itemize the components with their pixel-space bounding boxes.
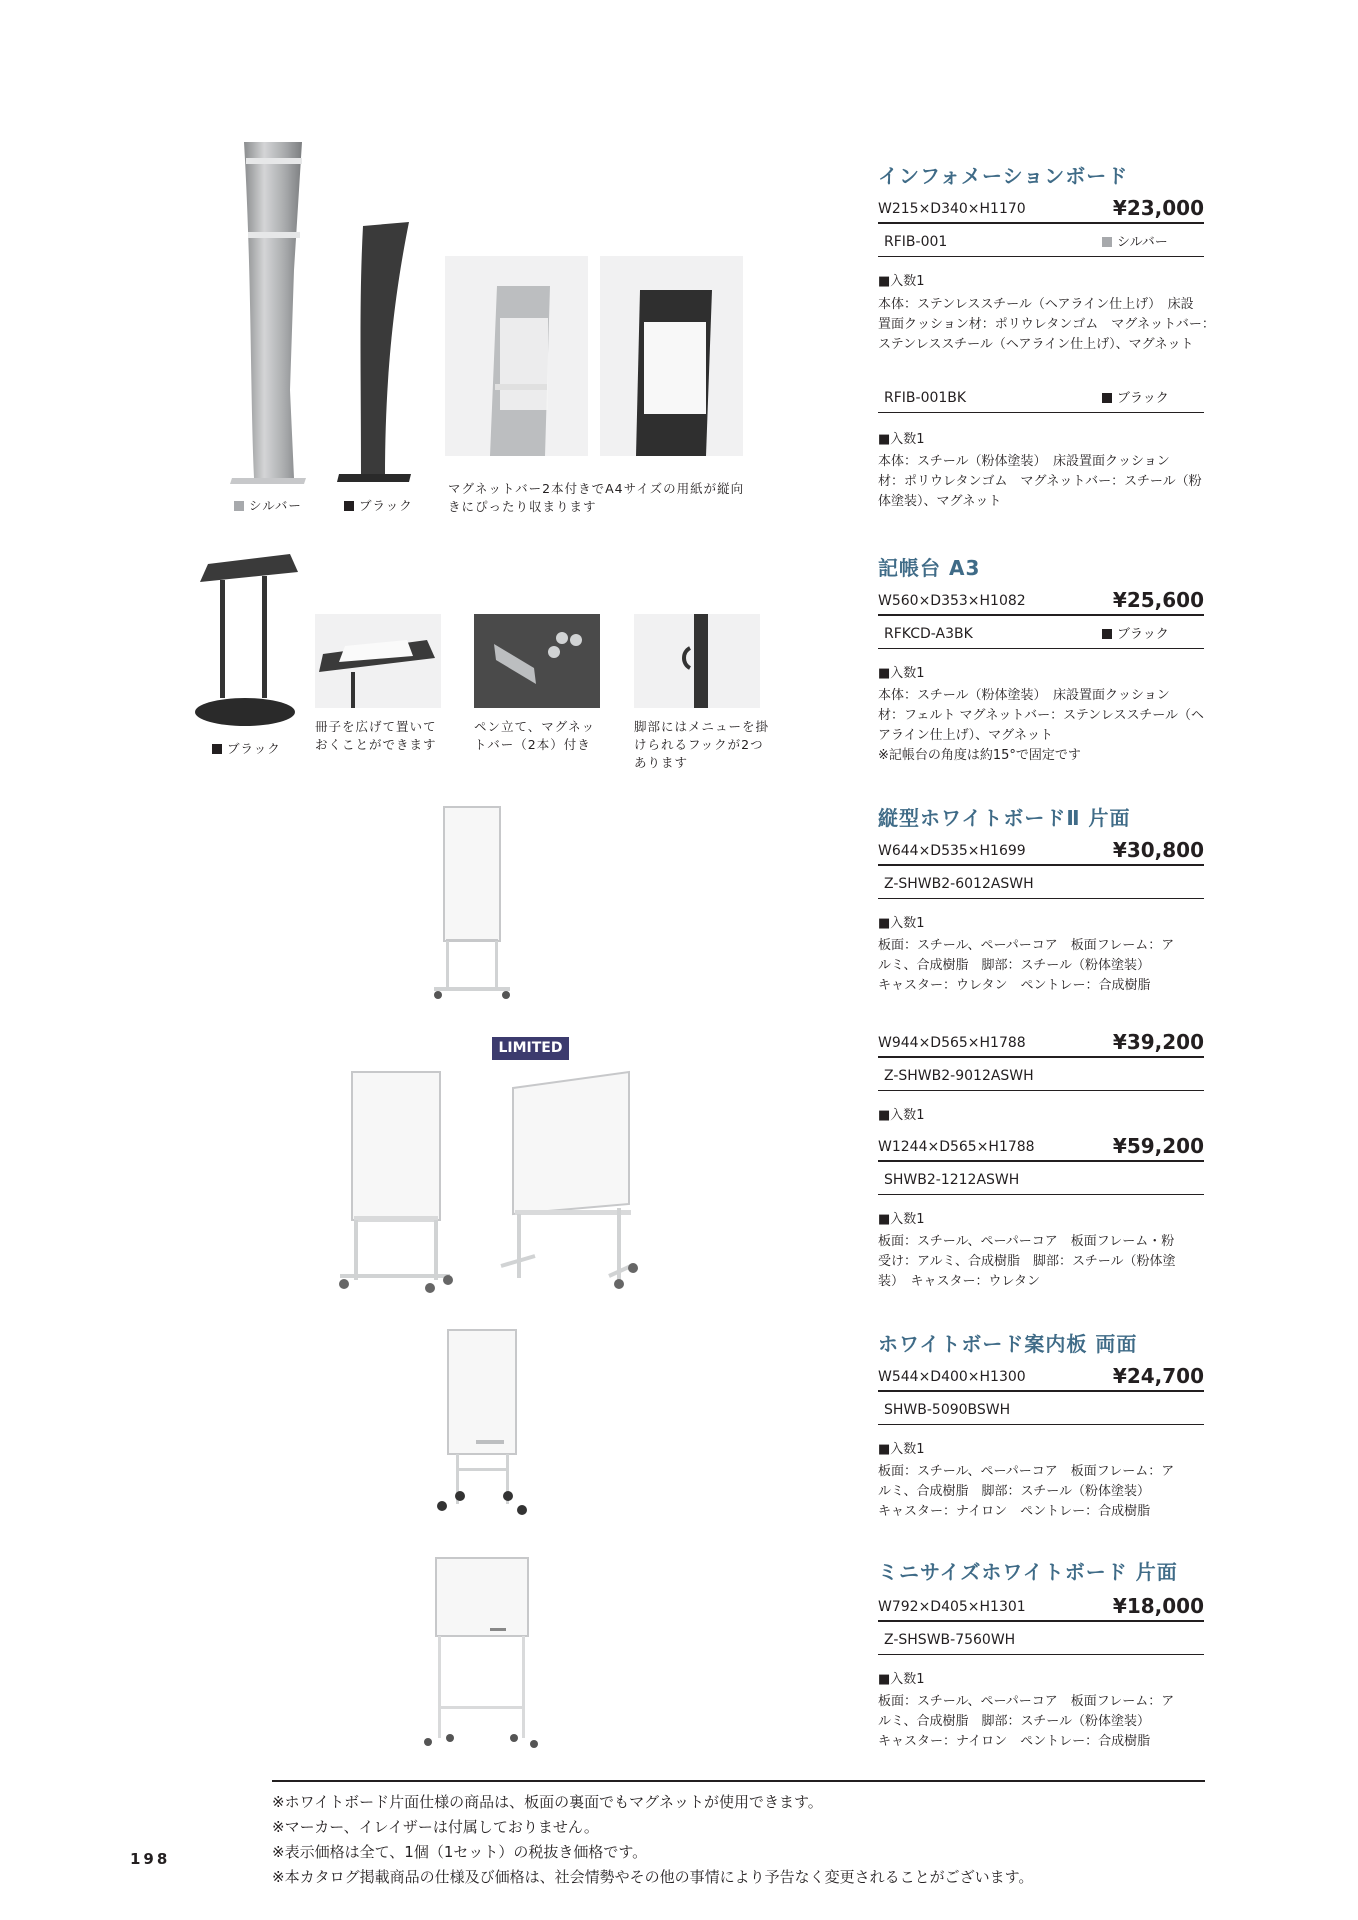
quantity: ■入数1 [878, 1672, 925, 1687]
spec-header-row [878, 1360, 1204, 1392]
limited-badge: LIMITED [492, 1037, 569, 1060]
price: ¥39,200 [1112, 1030, 1204, 1054]
dimensions: W792×D405×H1301 [878, 1599, 1026, 1615]
info-board-silver-image [228, 140, 308, 485]
price: ¥24,700 [1112, 1364, 1204, 1388]
caption-lectern-black: ブラック [212, 740, 281, 758]
product-code: SHWB2-1212ASWH [884, 1172, 1020, 1188]
footer-note: ※マーカー、イレイザーは付属しておりません。 [272, 1818, 599, 1836]
product-code: RFIB-001 [884, 234, 948, 250]
product-code-row [878, 1164, 1204, 1195]
vertical-whiteboard-9012-image [330, 1070, 460, 1295]
spec-header-row [878, 584, 1204, 616]
caption-pen-stand: ペン立て、マグネッ トバー（2本）付き [474, 719, 596, 752]
dimensions: W544×D400×H1300 [878, 1369, 1026, 1385]
product-code-row [878, 868, 1204, 899]
product-code-row [878, 382, 1204, 413]
product-title-information-board: インフォメーションボード [878, 164, 1129, 188]
quantity: ■入数1 [878, 1108, 925, 1123]
black-swatch [1102, 393, 1112, 403]
materials-description: 板面：スチール、ペーパーコア 板面フレーム：ア ルミ、合成樹脂 脚部：スチール（粉体塗装） キャスター：ナイロン ペントレー：合成樹脂 [878, 1694, 1175, 1749]
product-code: Z-SHWB2-9012ASWH [884, 1068, 1034, 1084]
black-swatch [1102, 629, 1112, 639]
black-swatch [212, 744, 222, 754]
footer-note: ※本カタログ掲載商品の仕様及び価格は、社会情勢やその他の事情により予告なく変更されることがございます。 [272, 1868, 1034, 1886]
product-title-vertical-whiteboard: 縦型ホワイトボードⅡ 片面 [878, 806, 1131, 830]
price: ¥30,800 [1112, 838, 1204, 862]
info-board-black-detail-photo [600, 256, 743, 456]
quantity: ■入数1 [878, 274, 925, 289]
silver-swatch [234, 501, 244, 511]
spec-header-row [878, 1590, 1204, 1622]
lectern-image [190, 552, 300, 730]
spec-header-row [878, 1026, 1204, 1058]
product-title-mini-whiteboard: ミニサイズホワイトボード 片面 [878, 1560, 1178, 1584]
caption-silver: シルバー [234, 497, 302, 515]
caption-black: ブラック [344, 497, 413, 515]
materials-description: 本体：ステンレススチール（ヘアライン仕上げ） 床設 置面クッション材：ポリウレタンゴム マグネットバー： ステンレススチール（ヘアライン仕上げ）、マグネット [878, 297, 1215, 352]
info-board-black-image [333, 222, 413, 484]
product-code: RFKCD-A3BK [884, 626, 973, 642]
price: ¥59,200 [1112, 1134, 1204, 1158]
price: ¥18,000 [1112, 1594, 1204, 1618]
lectern-booklet-photo [315, 614, 441, 708]
materials-description: 板面：スチール、ペーパーコア 板面フレーム：ア ルミ、合成樹脂 脚部：スチール（粉体塗装） キャスター：ナイロン ペントレー：合成樹脂 [878, 1464, 1175, 1519]
color-label: シルバー [1102, 231, 1168, 250]
caption-booklet: 冊子を広げて置いて おくことができます [315, 719, 437, 752]
product-code: Z-SHWB2-6012ASWH [884, 876, 1034, 892]
black-swatch [344, 501, 354, 511]
color-label: ブラック [1102, 623, 1169, 642]
lectern-pen-stand-photo [474, 614, 600, 708]
spec-header-row [878, 1130, 1204, 1162]
color-label: ブラック [1102, 387, 1169, 406]
dimensions: W944×D565×H1788 [878, 1035, 1026, 1051]
materials-description: 本体：スチール（粉体塗装） 床設置面クッション 材：フェルト マグネットバー：ステンレススチール（ヘ アライン仕上げ）、マグネット ※記帳台の角度は約15°で固定です [878, 688, 1204, 763]
product-code: Z-SHSWB-7560WH [884, 1632, 1016, 1648]
dimensions: W644×D535×H1699 [878, 843, 1026, 859]
dimensions: W1244×D565×H1788 [878, 1139, 1035, 1155]
footer-note: ※ホワイトボード片面仕様の商品は、板面の裏面でもマグネットが使用できます。 [272, 1793, 823, 1811]
product-code-row [878, 1624, 1204, 1655]
dimensions: W215×D340×H1170 [878, 201, 1026, 217]
product-code: RFIB-001BK [884, 390, 967, 406]
lectern-hook-photo [634, 614, 760, 708]
materials-description: 板面：スチール、ペーパーコア 板面フレーム・粉 受け：アルミ、合成樹脂 脚部：スチール（粉体塗 装） キャスター：ウレタン [878, 1234, 1176, 1289]
silver-swatch [1102, 237, 1112, 247]
product-code: SHWB-5090BSWH [884, 1402, 1011, 1418]
product-code-row [878, 1394, 1204, 1425]
quantity: ■入数1 [878, 666, 925, 681]
spec-header-row [878, 834, 1204, 866]
page-number: 198 [130, 1850, 171, 1868]
product-title-whiteboard-info-panel: ホワイトボード案内板 両面 [878, 1332, 1138, 1356]
whiteboard-1212-image [495, 1070, 645, 1295]
price: ¥25,600 [1112, 588, 1204, 612]
mini-whiteboard-image [410, 1556, 545, 1750]
quantity: ■入数1 [878, 1442, 925, 1457]
whiteboard-info-panel-image [428, 1328, 538, 1520]
vertical-whiteboard-6012-image [426, 805, 516, 1000]
materials-description: 本体：スチール（粉体塗装） 床設置面クッション 材：ポリウレタンゴム マグネットバー：スチール（粉 体塗装）、マグネット [878, 454, 1202, 509]
caption-magnet-bar: マグネットバー2本付きでA4サイズの用紙が縦向 きにぴったり収まります [448, 481, 745, 514]
caption-hook: 脚部にはメニューを掛 けられるフックが2つ あります [634, 719, 770, 770]
product-title-lectern-a3: 記帳台 A3 [878, 556, 981, 580]
dimensions: W560×D353×H1082 [878, 593, 1026, 609]
materials-description: 板面：スチール、ペーパーコア 板面フレーム：ア ルミ、合成樹脂 脚部：スチール（粉体塗装） キャスター：ウレタン ペントレー：合成樹脂 [878, 938, 1175, 993]
info-board-silver-detail-photo [445, 256, 588, 456]
product-code-row [878, 618, 1204, 649]
product-code-row [878, 226, 1204, 257]
quantity: ■入数1 [878, 1212, 925, 1227]
footer-notes [272, 1790, 1033, 1890]
product-code-row [878, 1060, 1204, 1091]
quantity: ■入数1 [878, 432, 925, 447]
footer-divider [272, 1780, 1205, 1782]
quantity: ■入数1 [878, 916, 925, 931]
footer-note: ※表示価格は全て、1個（1セット）の税抜き価格です。 [272, 1843, 648, 1861]
spec-header-row [878, 192, 1204, 224]
price: ¥23,000 [1112, 196, 1204, 220]
